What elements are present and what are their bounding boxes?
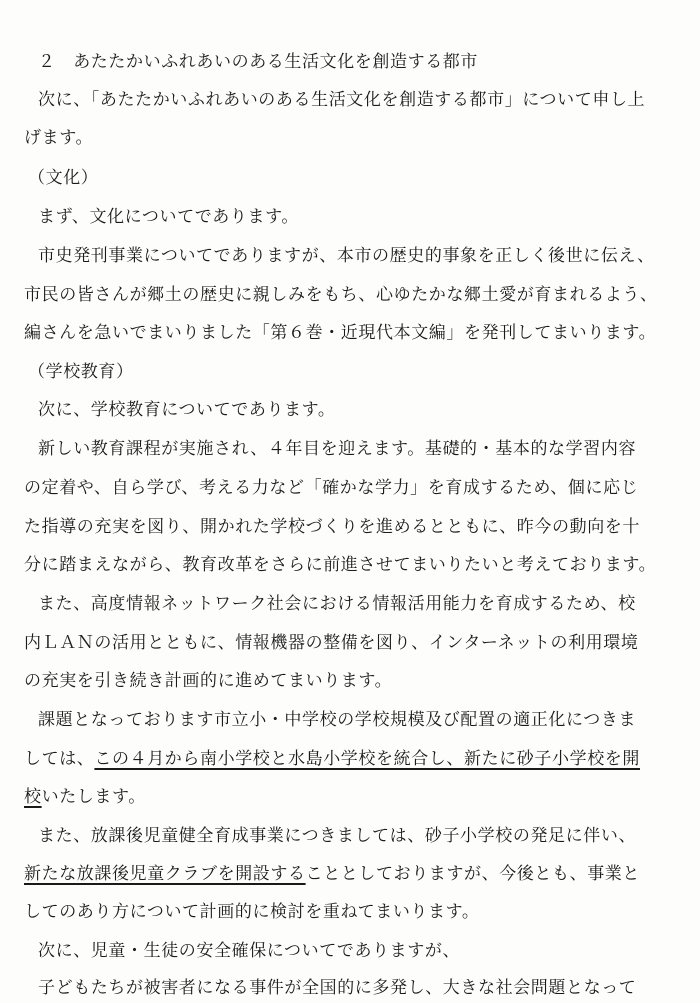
paragraph-line: 次に、児童・生徒の安全確保についてでありますが、 [38, 941, 461, 961]
paragraph-line [24, 785, 146, 809]
paragraph-line: また、高度情報ネットワーク社会における情報活用能力を育成するため、校 [38, 594, 636, 614]
subheading-culture: （文化） [28, 168, 99, 188]
paragraph-line: また、放課後児童健全育成事業につきましては、砂子小学校の発足に伴い、 [38, 826, 637, 846]
paragraph-line: 市史発刊事業についてでありますが、本市の歴史的事象を正しく後世に伝え、 [38, 246, 655, 266]
paragraph-line: げます。 [24, 128, 94, 148]
plain-text: しては、 [24, 749, 95, 769]
plain-text: こととしておりますが、今後とも、事業と [305, 864, 641, 884]
subheading-school: （学校教育） [28, 362, 134, 382]
paragraph-line: 市民の皆さんが郷土の歴史に親しみをもち、心ゆたかな郷土愛が育まれるよう、 [24, 285, 658, 305]
paragraph-line: 編さんを急いでまいりました「第６巻・近現代本文編」を発刊してまいります。 [24, 323, 657, 343]
paragraph-line: た指導の充実を図り、開かれた学校づくりを進めるとともに、昨今の動向を十 [24, 517, 640, 537]
paragraph-line: 課題となっております市立小・中学校の学校規模及び配置の適正化につきま [38, 710, 637, 730]
paragraph-line: の充実を引き続き計画的に進めてまいります。 [24, 671, 393, 691]
paragraph-line: 分に踏まえながら、教育改革をさらに前進させてまいりたいと考えております。 [24, 555, 657, 575]
underlined-text: 新たな放課後児童クラブを開設する [24, 864, 306, 884]
underlined-text: 校 [24, 787, 42, 807]
paragraph-line: してのあり方について計画的に検討を重ねてまいります。 [24, 902, 480, 922]
paragraph-line: まず、文化についてであります。 [38, 207, 299, 227]
paragraph-line: 次に、「あたたかいふれあいのある生活文化を創造する都市」について申し上 [38, 90, 646, 110]
paragraph-line: 新しい教育課程が実施され、４年目を迎えます。基礎的・基本的な学習内容 [38, 439, 637, 459]
paragraph-line [24, 747, 640, 771]
paragraph-line: 内ＬＡＮの活用とともに、情報機器の整備を図り、インターネットの利用環境 [24, 633, 639, 653]
plain-text: いたします。 [41, 787, 146, 807]
paragraph-line: 子どもたちが被害者になる事件が全国的に多発し、大きな社会問題となって [38, 978, 637, 998]
paragraph-line: の定着や、自ら学び、考える力など「確かな学力」を育成するため、個に応じ [24, 478, 639, 498]
paragraph-line: 次に、学校教育についてであります。 [38, 400, 336, 420]
paragraph-line [24, 862, 640, 886]
underlined-text: この４月から南小学校と水島小学校を統合し、新たに砂子小学校を開 [94, 749, 641, 769]
section-heading: ２ あたたかいふれあいのある生活文化を創造する都市 [38, 52, 478, 72]
